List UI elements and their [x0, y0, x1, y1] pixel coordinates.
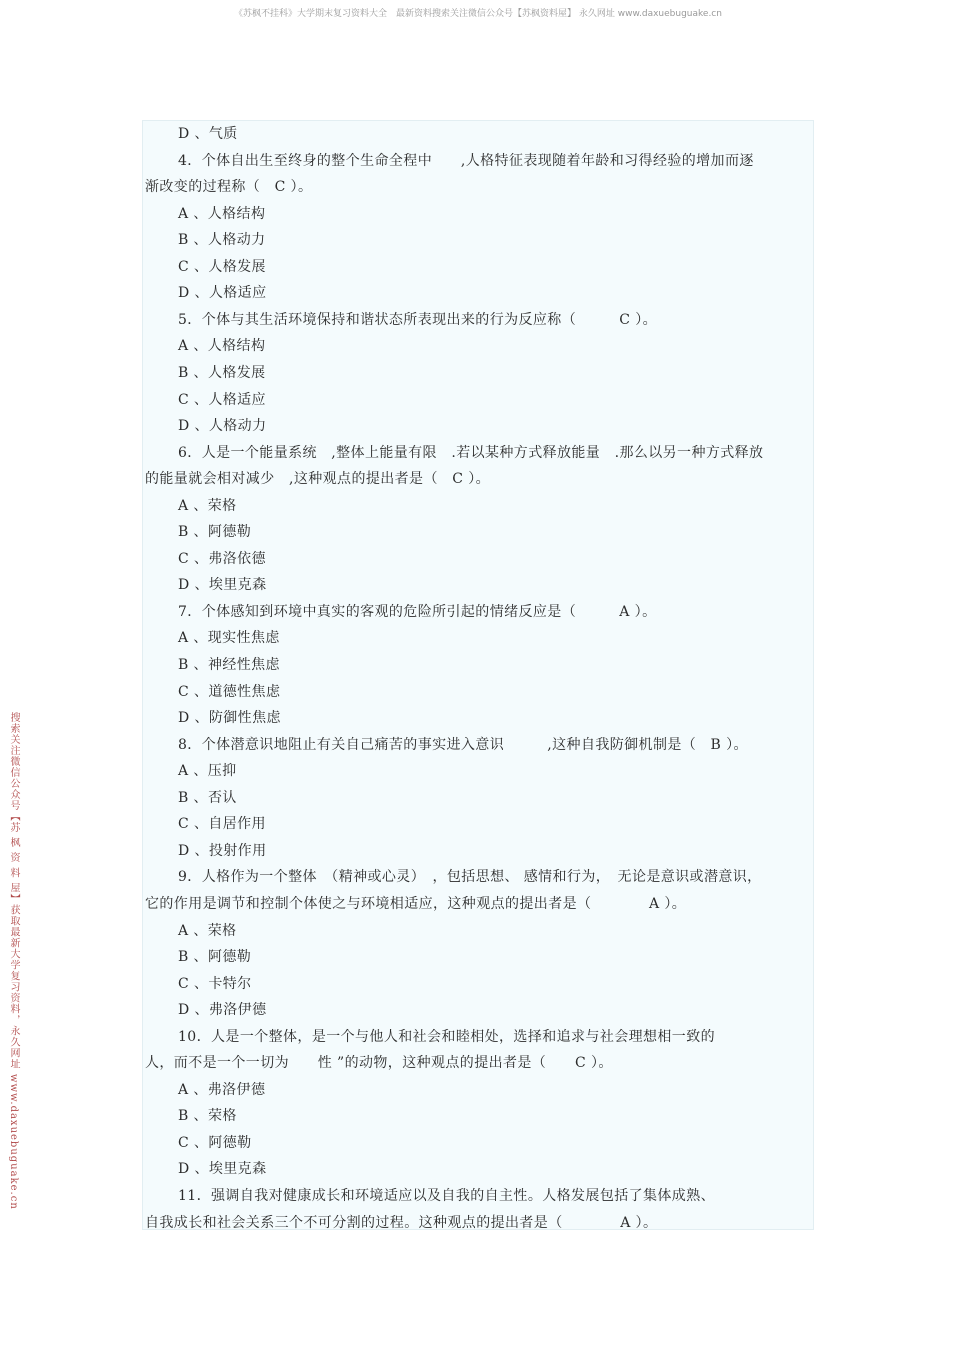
- answer-option: B 、人格动力: [178, 232, 266, 249]
- answer-option: B 、神经性焦虑: [178, 657, 280, 673]
- question-text: 9．人格作为一个整体 （精神或心灵） ，包括思想、 感情和行为， 无论是意识或潜意识，: [178, 869, 762, 886]
- answer-option: C 、阿德勒: [178, 1134, 252, 1151]
- question-text: 10．人是一个整体，是一个与他人和社会和睦相处，选择和追求与社会理想相一致的: [178, 1028, 716, 1045]
- answer-option: C 、道德性焦虑: [178, 683, 281, 700]
- answer-option: A 、荣格: [178, 922, 237, 939]
- answer-option: D 、人格适应: [178, 285, 267, 302]
- answer-option: D 、防御性焦虑: [178, 710, 281, 727]
- answer-option: D 、气质: [178, 126, 238, 142]
- question-text: 6．人是一个能量系统 ,整体上能量有限 .若以某种方式释放能量 .那么以另一种方式释放: [178, 444, 764, 461]
- answer-option: A 、现实性焦虑: [178, 630, 280, 647]
- side-watermark: 搜索关注微信公众号【苏 枫 资 料 屋】获取最新大学复习资料，永久网址 www.daxuebuguake.cn: [8, 712, 19, 1210]
- answer-option: C 、人格适应: [178, 391, 266, 408]
- answer-option: B 、人格发展: [178, 364, 266, 381]
- answer-option: C 、卡特尔: [178, 975, 252, 992]
- answer-option: B 、阿德勒: [178, 949, 252, 966]
- answer-option: D 、人格动力: [178, 418, 267, 435]
- answer-option: C 、弗洛依德: [178, 550, 266, 567]
- answer-option: D 、埃里克森: [178, 577, 267, 594]
- answer-option: A 、压抑: [178, 763, 237, 780]
- answer-option: B 、阿德勒: [178, 524, 252, 541]
- question-text: 11．强调自我对健康成长和环境适应以及自我的自主性。人格发展包括了集体成熟、: [178, 1188, 716, 1204]
- answer-option: A 、人格结构: [178, 338, 266, 355]
- question-text-continued: 渐改变的过程称（ C ）。: [145, 179, 313, 196]
- question-text-continued: 人，而不是一个一切为 性 ”的动物，这种观点的提出者是（ C ）。: [145, 1055, 613, 1072]
- answer-option: D 、弗洛伊德: [178, 1002, 267, 1019]
- answer-option: B 、荣格: [178, 1108, 237, 1125]
- page-header-watermark: 《苏枫不挂科》大学期末复习资料大全 最新资料搜索关注微信公众号【苏枫资料屋】 永久网址 www.daxuebuguake.cn: [234, 9, 722, 19]
- answer-option: C 、自居作用: [178, 816, 266, 833]
- question-text: 4．个体自出生至终身的整个生命全程中 ,人格特征表现随着年龄和习得经验的增加而逐: [178, 152, 754, 169]
- answer-option: D 、埃里克森: [178, 1161, 267, 1178]
- answer-option: B 、否认: [178, 789, 237, 806]
- answer-option: D 、投射作用: [178, 842, 267, 859]
- answer-option: C 、人格发展: [178, 258, 266, 275]
- question-text-continued: 自我成长和社会关系三个不可分割的过程。这种观点的提出者是（ A ）。: [145, 1214, 658, 1230]
- question-text: 5．个体与其生活环境保持和谐状态所表现出来的行为反应称（ C ）。: [178, 311, 658, 328]
- question-text: 8．个体潜意识地阻止有关自己痛苦的事实进入意识 ,这种自我防御机制是（ B ）。: [178, 736, 748, 753]
- question-text: 7．个体感知到环境中真实的客观的危险所引起的情绪反应是（ A ）。: [178, 603, 657, 620]
- document-content: [142, 120, 814, 1230]
- answer-option: A 、荣格: [178, 497, 237, 514]
- question-text-continued: 它的作用是调节和控制个体使之与环境相适应，这种观点的提出者是（ A ）。: [145, 895, 687, 912]
- answer-option: A 、人格结构: [178, 205, 266, 222]
- question-text-continued: 的能量就会相对减少 ,这种观点的提出者是（ C ）。: [145, 471, 491, 488]
- answer-option: A 、弗洛伊德: [178, 1081, 266, 1098]
